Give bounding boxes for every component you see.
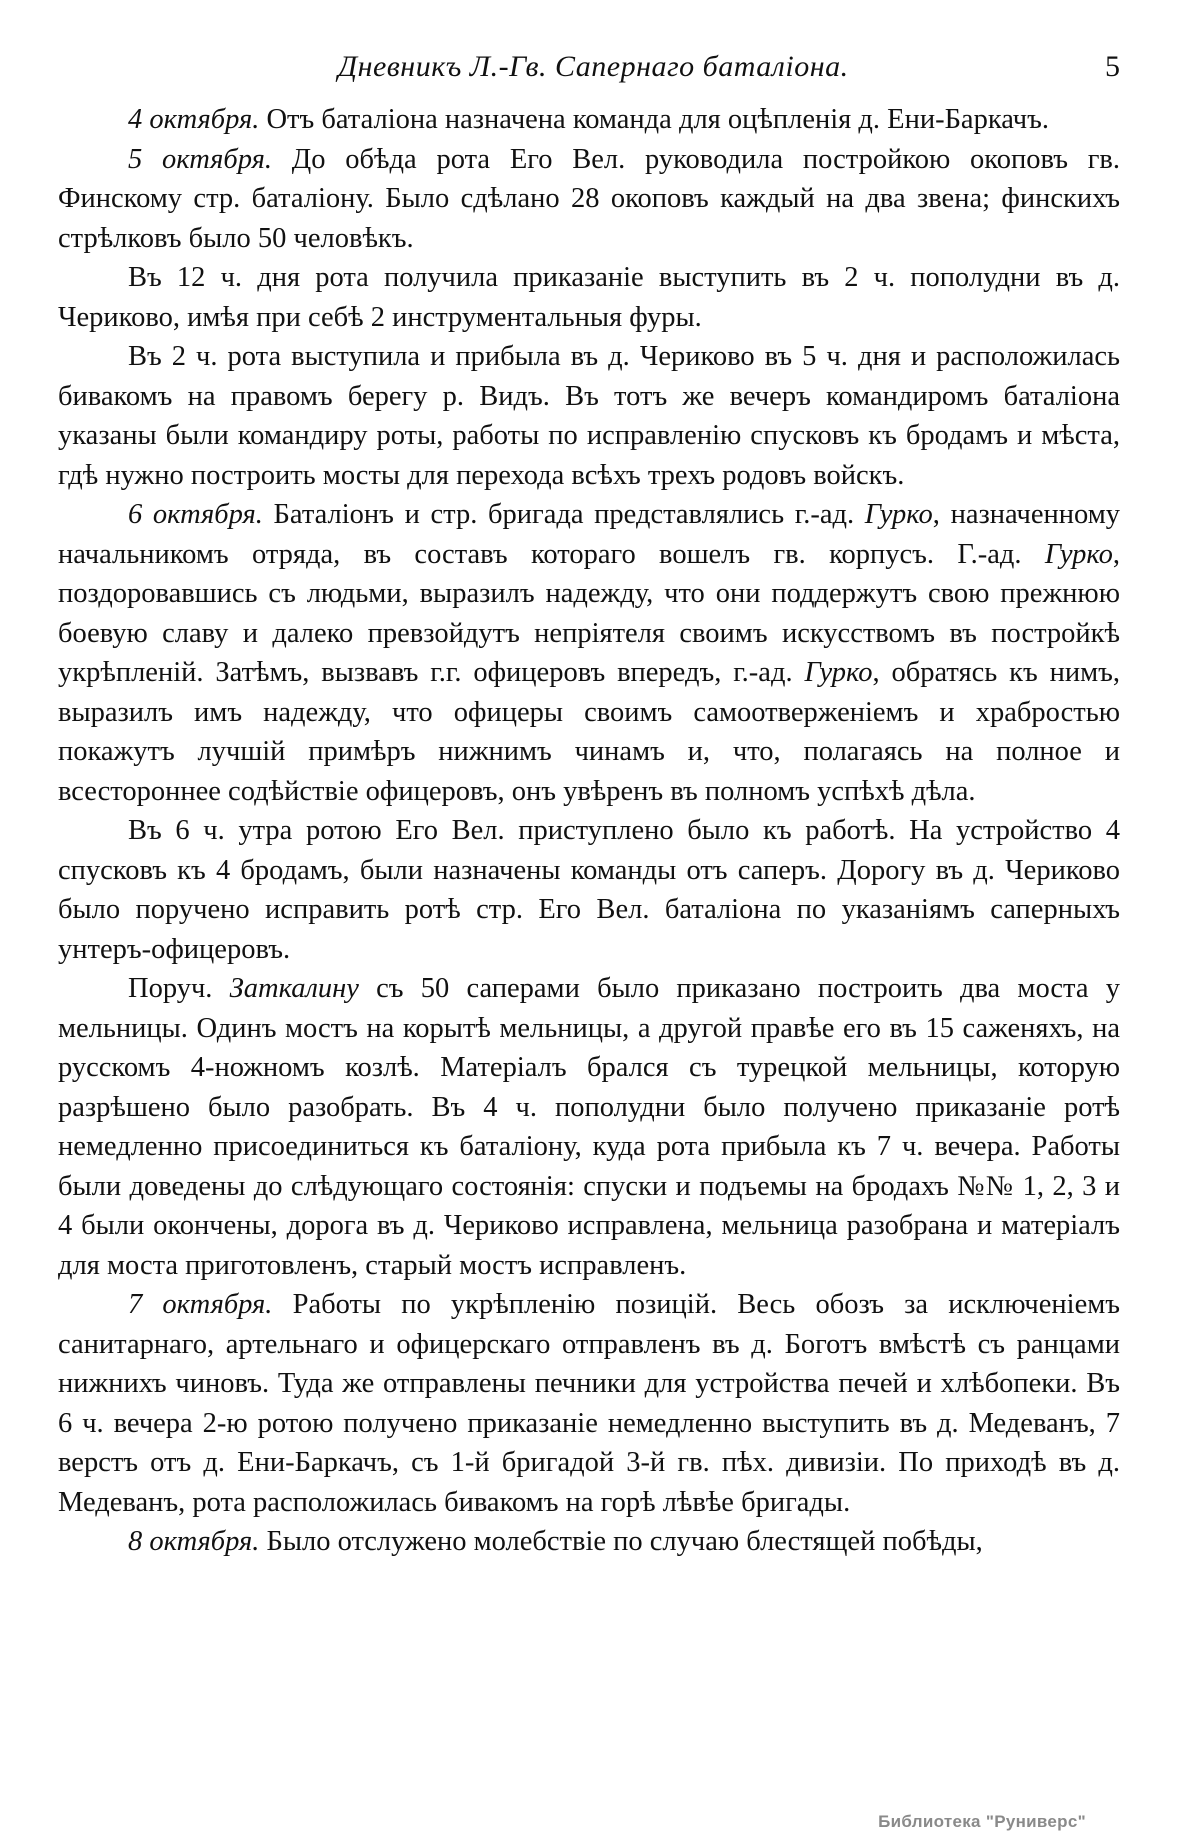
page-header: [58, 40, 1120, 100]
paragraph-text: , обратясь къ нимъ, выразилъ имъ надежду, что офицеры своимъ самоотверженіемъ и храбростью покажутъ лучшій примѣръ нижнимъ чинамъ и, что, полагаясь на полное и всестороннее содѣйствіе офицеровъ, онъ увѣренъ въ полномъ успѣхѣ дѣла.: [58, 657, 1120, 807]
running-title: Дневникъ Л.-Гв. Сапернаго баталіона.: [338, 50, 849, 83]
paragraph-text: Въ 6 ч. утра ротою Его Вел. приступлено было къ работѣ. На устройство 4 спусковъ къ 4 бродамъ, были назначены команды отъ саперъ. Дорогу въ д. Чериково было поручено исправить ротѣ стр. Его Вел. баталіона по указаніямъ саперныхъ унтеръ-офицеровъ.: [58, 815, 1120, 965]
paragraph-text: , поздоровавшись съ людьми, выразилъ надежду, что они поддержутъ свою прежнюю боевую славу и далеко превзойдутъ непріятеля своимъ искусствомъ въ постройкѣ укрѣпленій. Затѣмъ, вызвавъ г.г. офицеровъ впередъ, г.-ад.: [58, 538, 1120, 688]
paragraph-text: съ 50 саперами было приказано построить два моста у мельницы. Одинъ мостъ на корытѣ мельницы, а другой правѣе его въ 15 саженяхъ, на русскомъ 4-ножномъ козлѣ. Матеріалъ брался съ турецкой мельницы, которую разрѣшено было разобрать. Въ 4 ч. пополудни было получено приказаніе ротѣ немедленно присоединиться къ баталіону, куда рота прибыла къ 7 ч. вечера. Работы были доведены до слѣдующаго состоянія: спуски и подъемы на бродахъ №№ 1, 2, 3 и 4 были окончены, дорога въ д. Чериково исправлена, мельница разобрана и матеріалъ для моста приготовленъ, старый мостъ исправленъ.: [58, 973, 1120, 1281]
person-name: Гурко: [1044, 538, 1113, 570]
paragraph-oct-5: [58, 140, 1120, 259]
person-name: Гурко: [804, 657, 873, 688]
person-name: Заткалину: [229, 973, 359, 1004]
paragraph-text: , назначенному начальникомъ отряда, въ составъ котораго вошелъ гв. корпусъ. Г.-ад.: [58, 499, 1120, 570]
paragraph-morning-works: [58, 811, 1120, 969]
entry-date: 5 октября.: [128, 143, 273, 175]
paragraph-text: Въ 2 ч. рота выступила и прибыла въ д. Чериково въ 5 ч. дня и расположилась бивакомъ на правомъ берегу р. Видъ. Въ тотъ же вечеръ командиромъ баталіона указаны были командиру роты, работы по исправленію спусковъ къ бродамъ и мѣста, гдѣ нужно построить мосты для перехода всѣхъ трехъ родовъ войскъ.: [58, 341, 1120, 491]
body-text: [58, 100, 1120, 1562]
paragraph-text: Въ 12 ч. дня рота получила приказаніе выступить въ 2 ч. пополудни въ д. Чериково, имѣя при себѣ 2 инструментальныя фуры.: [58, 262, 1120, 333]
paragraph-oct-8: [58, 1522, 1120, 1562]
paragraph-noon-order: [58, 258, 1120, 337]
entry-date: 8 октября.: [128, 1526, 260, 1557]
paragraph-oct-6: [58, 495, 1120, 811]
paragraph-oct-4: [58, 100, 1120, 140]
paragraph-oct-7: [58, 1285, 1120, 1522]
entry-date: 6 октября.: [128, 499, 263, 530]
paragraph-text: Отъ баталіона назначена команда для оцѣпленія д. Ени-Баркачъ.: [259, 104, 1049, 135]
document-page: [58, 40, 1120, 1562]
paragraph-text: Работы по укрѣпленію позицій. Весь обозъ за исключеніемъ санитарнаго, артельнаго и офицерскаго отправленъ въ д. Боготъ вмѣстѣ съ ранцами нижнихъ чиновъ. Туда же отправлены печники для устройства печей и хлѣбопеки. Въ 6 ч. вечера 2-ю ротою получено приказаніе немедленно выступить въ д. Медеванъ, 7 верстъ отъ д. Ени-Баркачъ, съ 1-й бригадой 3-й гв. пѣх. дивизіи. По приходѣ въ д. Медеванъ, рота расположилась бивакомъ на горѣ лѣвѣе бригады.: [58, 1289, 1120, 1518]
person-name: Гурко: [864, 499, 933, 530]
entry-date: 7 октября.: [128, 1289, 273, 1320]
library-watermark: Библиотека "Руниверс": [878, 1812, 1086, 1831]
paragraph-text: До обѣда рота Его Вел. руководила постройкою окоповъ гв. Финскому стр. баталіону. Было сдѣлано 28 окоповъ каждый на два звена; финскихъ стрѣлковъ было 50 человѣкъ.: [58, 143, 1121, 254]
paragraph-march-to-cherikovo: [58, 337, 1120, 495]
paragraph-bridges: [58, 969, 1120, 1285]
paragraph-text: Баталіонъ и стр. бригада представлялись г.-ад.: [262, 499, 865, 530]
paragraph-text: Поруч.: [128, 973, 230, 1004]
entry-date: 4 октября.: [128, 104, 260, 135]
paragraph-text: Было отслужено молебствіе по случаю блестящей побѣды,: [259, 1526, 983, 1557]
page-number: 5: [1105, 50, 1120, 83]
